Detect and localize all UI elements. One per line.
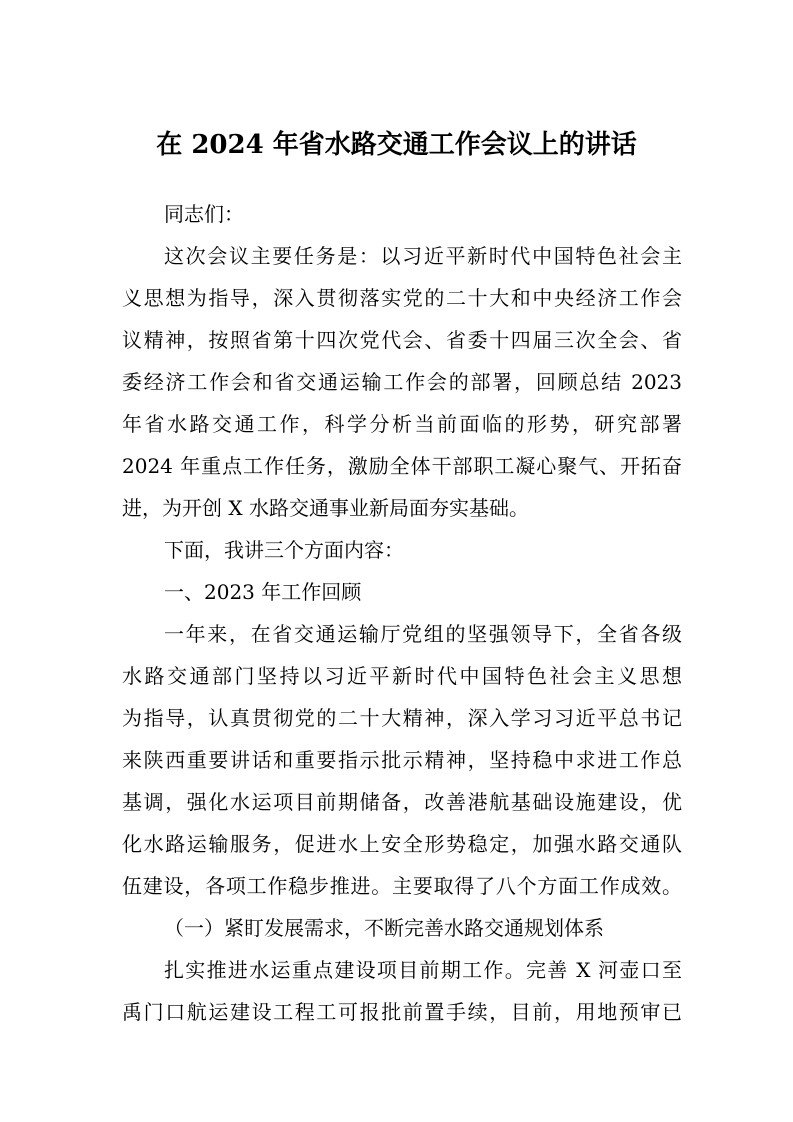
paragraph-line: 年省水路交通工作，科学分析当前面临的形势，研究部署 (122, 412, 682, 436)
paragraph-line: 义思想为指导，深入贯彻落实党的二十大和中央经济工作会 (122, 286, 682, 310)
paragraph-line: 化水路运输服务，促进水上安全形势稳定，加强水路交通队 (122, 832, 682, 856)
paragraph-line: 禹门口航运建设工程工可报批前置手续，目前，用地预审已 (122, 1000, 682, 1024)
paragraph-line: 委经济工作会和省交通运输工作会的部署，回顾总结 2023 (122, 370, 682, 394)
paragraph-line: 水路交通部门坚持以习近平新时代中国特色社会主义思想 (122, 664, 682, 688)
paragraph-line: 这次会议主要任务是：以习近平新时代中国特色社会主 (164, 244, 682, 268)
salutation: 同志们： (164, 202, 244, 226)
paragraph-line: 议精神，按照省第十四次党代会、省委十四届三次全会、省 (122, 328, 682, 352)
paragraph-line: 进，为开创 X 水路交通事业新局面夯实基础。 (122, 496, 529, 520)
document-title: 在 2024 年省水路交通工作会议上的讲话 (156, 130, 637, 160)
paragraph-line: 下面，我讲三个方面内容： (164, 538, 404, 562)
paragraph-line: 为指导，认真贯彻党的二十大精神，深入学习习近平总书记 (122, 706, 682, 730)
paragraph-line: 2024 年重点工作任务，激励全体干部职工凝心聚气、开拓奋 (122, 454, 682, 478)
paragraph-line: 扎实推进水运重点建设项目前期工作。完善 X 河壶口至 (164, 958, 682, 982)
paragraph-line: 基调，强化水运项目前期储备，改善港航基础设施建设，优 (122, 790, 682, 814)
section-heading: 一、2023 年工作回顾 (164, 580, 362, 604)
paragraph-line: 来陕西重要讲话和重要指示批示精神，坚持稳中求进工作总 (122, 748, 682, 772)
paragraph-line: 一年来，在省交通运输厅党组的坚强领导下，全省各级 (164, 622, 682, 646)
subsection-heading: （一）紧盯发展需求，不断完善水路交通规划体系 (164, 916, 604, 940)
paragraph-line: 伍建设，各项工作稳步推进。主要取得了八个方面工作成效。 (122, 874, 682, 898)
